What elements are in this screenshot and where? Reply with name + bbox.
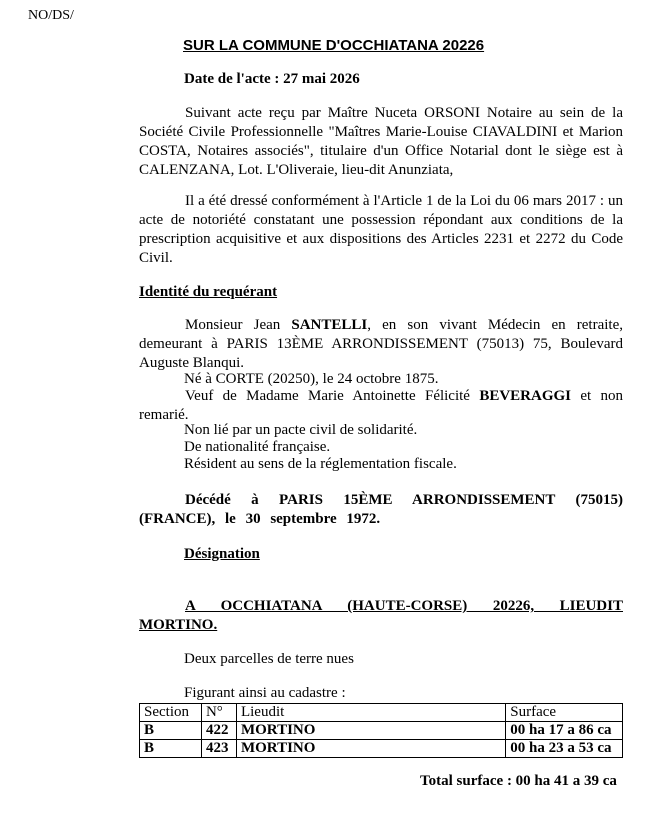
widow-paragraph [139, 387, 623, 425]
cadastre-intro: Figurant ainsi au cadastre : [184, 685, 346, 701]
cell-lieudit: MORTINO [236, 740, 505, 758]
intro-paragraph: Suivant acte reçu par Maître Nuceta ORSONI Notaire au sein de la Société Civile Professionnelle "Maîtres Marie-Louise CIAVALDINI et Marion COSTA, Notaires associés", titulaire d'un Office Notarial dont le siège est à CALENZANA, Lot. L'Oliveraie, lieu-dit Anunziata, [139, 105, 623, 178]
page-title: SUR LA COMMUNE D'OCCHIATANA 20226 [183, 37, 485, 54]
person-rest: , en son vivant Médecin en retraite, demeurant à PARIS 13ÈME ARRONDISSEMENT (75013) 75, Boulevard Auguste Blanqui. [139, 317, 623, 371]
resident-line: Résident au sens de la réglementation fiscale. [184, 456, 457, 472]
cell-lieudit: MORTINO [236, 722, 505, 740]
cell-number: 422 [201, 722, 236, 740]
header-section: Section [140, 704, 202, 722]
header-lieudit: Lieudit [236, 704, 505, 722]
person-paragraph [139, 316, 623, 373]
nationality-line: De nationalité française. [184, 439, 331, 455]
header-number: N° [201, 704, 236, 722]
cell-section: B [140, 722, 202, 740]
cell-surface: 00 ha 23 a 53 ca [506, 740, 623, 758]
location-paragraph: A OCCHIATANA (HAUTE-CORSE) 20226, LIEUDIT MORTINO. [139, 598, 623, 633]
cell-number: 423 [201, 740, 236, 758]
table-row [140, 722, 623, 740]
cell-section: B [140, 740, 202, 758]
pacs-line: Non lié par un pacte civil de solidarité. [184, 422, 418, 438]
act-date: Date de l'acte : 27 mai 2026 [184, 71, 360, 87]
header-surface: Surface [506, 704, 623, 722]
identity-heading: Identité du requérant [139, 284, 278, 300]
person-name: SANTELLI [291, 317, 368, 333]
designation-heading: Désignation [184, 546, 260, 562]
widow-rest: et non remarié. [139, 388, 624, 423]
document-reference: NO/DS/ [28, 8, 74, 23]
cadastre-table [139, 703, 623, 758]
table-header-row [140, 704, 623, 722]
death-paragraph: Décédé à PARIS 15ÈME ARRONDISSEMENT (75015) (FRANCE), le 30 septembre 1972. [139, 492, 623, 527]
law-paragraph: Il a été dressé conformément à l'Article 1 de la Loi du 06 mars 2017 : un acte de notoriété constatant une possession répondant aux conditions de la prescription acquisitive et aux dispositions des Articles 2231 et 2272 du Code Civil. [139, 193, 623, 266]
birth-line: Né à CORTE (20250), le 24 octobre 1875. [184, 371, 439, 387]
person-prefix: Monsieur Jean [185, 317, 292, 333]
parcel-description: Deux parcelles de terre nues [184, 651, 354, 667]
widow-prefix: Veuf de Madame Marie Antoinette Félicité [185, 388, 480, 404]
table-row [140, 740, 623, 758]
widow-name: BEVERAGGI [479, 388, 571, 404]
total-surface: Total surface : 00 ha 41 a 39 ca [420, 773, 617, 789]
cell-surface: 00 ha 17 a 86 ca [506, 722, 623, 740]
